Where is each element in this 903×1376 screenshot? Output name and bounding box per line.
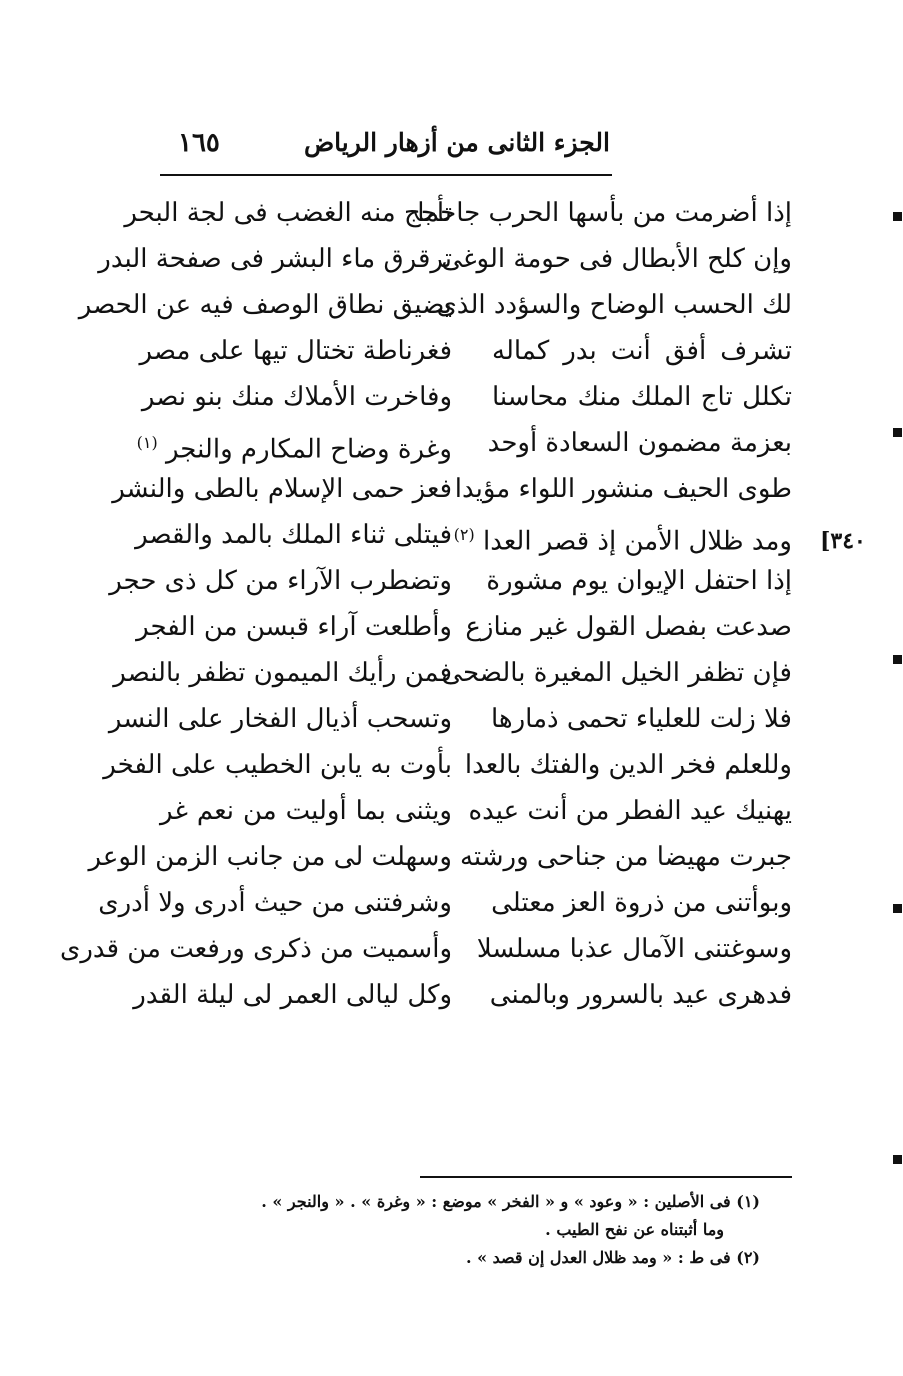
second-hemistich: وتضطرب الآراء من كل ذى حجر xyxy=(109,566,452,596)
first-hemistich: إذا احتفل الإيوان يوم مشورة xyxy=(486,566,792,596)
verse-line xyxy=(98,880,792,926)
first-hemistich: وإن كلح الأبطال فى حومة الوغى xyxy=(441,244,792,274)
verse-line xyxy=(78,282,792,328)
verse-line xyxy=(108,696,792,742)
verse-line xyxy=(133,972,792,1018)
margin-dot xyxy=(893,655,902,664)
first-hemistich: تشرف أفق أنت بدر كماله xyxy=(492,336,792,366)
margin-dot xyxy=(893,428,902,437)
first-hemistich: إذا أضرمت من بأسها الحرب جاحما xyxy=(417,198,792,228)
verse-line xyxy=(103,742,792,788)
margin-dot xyxy=(893,1155,902,1164)
verse-line xyxy=(136,420,792,466)
second-hemistich: ويثنى بما أوليت من نعم غر xyxy=(160,796,452,826)
verse-line xyxy=(139,328,792,374)
margin-dot xyxy=(893,904,902,913)
verse-line xyxy=(160,788,792,834)
verse-line xyxy=(113,650,792,696)
second-hemistich xyxy=(136,420,452,466)
verse-line xyxy=(60,926,792,972)
poem xyxy=(60,190,792,1018)
first-hemistich xyxy=(453,512,792,558)
first-hemistich: طوى الحيف منشور اللواء مؤيدا xyxy=(454,474,792,504)
footnote-marker: (١) xyxy=(136,433,158,452)
second-hemistich: وفاخرت الأملاك منك بنو نصر xyxy=(141,382,452,412)
second-hemistich: فيتلى ثناء الملك بالمد والقصر xyxy=(135,520,452,550)
second-hemistich: وشرفتنى من حيث أدرى ولا أدرى xyxy=(98,888,452,918)
second-hemistich: وتسحب أذيال الفخار على النسر xyxy=(108,704,452,734)
first-hemistich: بعزمة مضمون السعادة أوحد xyxy=(487,428,792,458)
first-hemistich: جبرت مهيضا من جناحى ورشته xyxy=(459,842,792,872)
first-hemistich: يهنيك عيد الفطر من أنت عيده xyxy=(468,796,792,826)
second-hemistich: فغرناطة تختال تيها على مصر xyxy=(139,336,452,366)
footnote-1: (١) فى الأصلين : « وعود » و « الفخر » موضع : « وغرة » . « والنجر » . xyxy=(261,1192,760,1211)
verse-line xyxy=(124,190,792,236)
second-hemistich: فمن رأيك الميمون تظفر بالنصر xyxy=(113,658,452,688)
first-hemistich: وبوأتنى من ذروة العز معتلى xyxy=(491,888,792,918)
first-hemistich: لك الحسب الوضاح والسؤدد الذى xyxy=(436,290,792,320)
first-hemistich: وللعلم فخر الدين والفتك بالعدا xyxy=(464,750,792,780)
margin-dot xyxy=(893,212,902,221)
verse-line xyxy=(88,834,792,880)
verse-line xyxy=(112,466,792,512)
first-hemistich: وسوغتنى الآمال عذبا مسلسلا xyxy=(476,934,792,964)
first-hemistich: تكلل تاج الملك منك محاسنا xyxy=(492,382,792,412)
page-header xyxy=(150,128,610,168)
first-hemistich: فإن تظفر الخيل المغيرة بالضحى xyxy=(441,658,792,688)
verse-line xyxy=(135,512,792,558)
first-hemistich: صدعت بفصل القول غير منازع xyxy=(465,612,792,642)
footnotes xyxy=(180,1188,760,1272)
verse-line xyxy=(141,374,792,420)
second-hemistich: يضيق نطاق الوصف فيه عن الحصر xyxy=(78,290,452,320)
second-hemistich: وكل ليالى العمر لى ليلة القدر xyxy=(133,980,452,1010)
first-hemistich: فدهرى عيد بالسرور وبالمنى xyxy=(489,980,792,1010)
header-divider xyxy=(160,174,612,176)
verse-line xyxy=(109,558,792,604)
footnote-2: (٢) فى ط : « ومد ظلال العدل إن قصد » . xyxy=(465,1248,760,1267)
margin-reference-number: [٣٤٠ xyxy=(820,528,866,554)
verse-line xyxy=(98,236,792,282)
verse-line xyxy=(136,604,792,650)
second-hemistich: تأجج منه الغضب فى لجة البحر xyxy=(124,198,452,228)
second-hemistich: وأطلعت آراء قبسن من الفجر xyxy=(136,612,452,642)
second-hemistich: بأوت به يابن الخطيب على الفخر xyxy=(103,750,452,780)
footnote-marker: (٢) xyxy=(453,525,475,544)
second-hemistich: وسهلت لى من جانب الزمن الوعر xyxy=(88,842,452,872)
first-hemistich: فلا زلت للعلياء تحمى ذمارها xyxy=(490,704,792,734)
footnote-1-continuation: وما أثبتناه عن نفح الطيب . xyxy=(545,1220,724,1239)
footnote-divider xyxy=(420,1176,792,1178)
hemistich-text: ومد ظلال الأمن إذ قصر العدا xyxy=(482,526,792,557)
running-title: الجزء الثانى من أزهار الرياض xyxy=(303,128,610,157)
page-number: ١٦٥ xyxy=(178,128,220,158)
second-hemistich: وأسميت من ذكرى ورفعت من قدرى xyxy=(60,934,452,964)
second-hemistich: فعز حمى الإسلام بالطى والنشر xyxy=(112,474,452,504)
second-hemistich: ترقرق ماء البشر فى صفحة البدر xyxy=(98,244,452,274)
hemistich-text: وغرة وضاح المكارم والنجر xyxy=(165,434,452,465)
